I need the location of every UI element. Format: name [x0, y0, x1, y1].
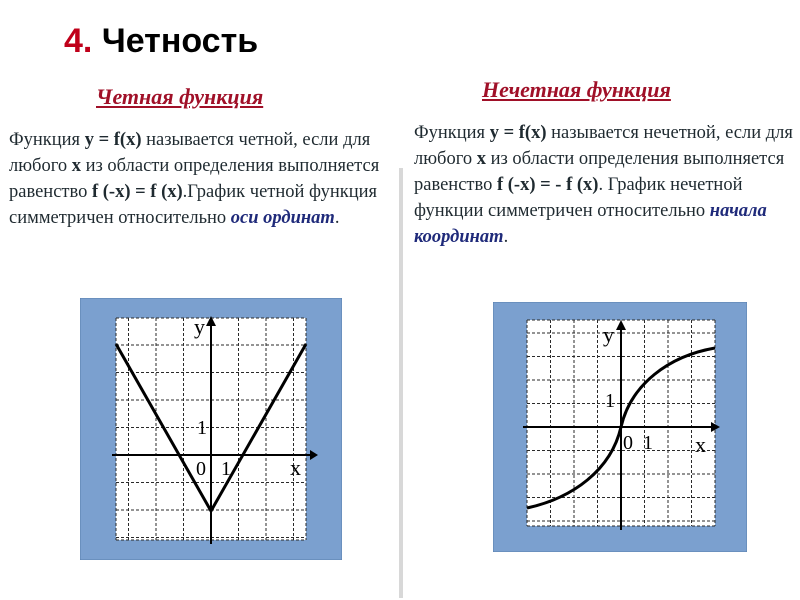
definition-text-segment: х — [476, 149, 486, 169]
definition-text-segment: . График нечетной функции симметричен относительно — [414, 175, 743, 221]
x-axis-label: x — [290, 455, 301, 480]
definition-text-segment: f (-x) = - f (x) — [496, 175, 599, 195]
definition-text-segment: оси ординат — [230, 208, 335, 228]
definition-text-segment: . — [503, 227, 509, 247]
definition-text-segment: f (-x) = f (x) — [91, 182, 183, 202]
definition-text-segment: из области определения выполняется равенство — [414, 149, 785, 195]
even-function-definition — [9, 127, 385, 231]
title-text: Четность — [101, 22, 259, 60]
title-number: 4. — [64, 22, 93, 60]
definition-text-segment: y = f(x) — [489, 123, 547, 143]
unit-y-label: 1 — [605, 390, 615, 412]
y-axis-label: y — [194, 314, 205, 339]
definition-text-segment: называется четной, если для любого — [9, 130, 371, 176]
unit-y-label: 1 — [197, 417, 207, 439]
origin-label: 0 — [623, 432, 633, 454]
even-function-heading: Четная функция — [96, 84, 264, 109]
definition-text-segment: .График четной функция симметричен относительно — [9, 182, 378, 228]
definition-text-segment: Функция — [414, 123, 490, 143]
odd-function-heading: Нечетная функция — [482, 77, 671, 102]
unit-x-label: 1 — [221, 458, 231, 480]
definition-text-segment: из области определения выполняется равенство — [9, 156, 380, 202]
definition-text-segment: х — [71, 156, 81, 176]
definition-text-segment: . — [334, 208, 340, 228]
y-axis-label: y — [603, 322, 614, 347]
odd-function-graph — [493, 302, 747, 552]
unit-x-label: 1 — [643, 432, 653, 454]
x-axis-label: x — [695, 432, 706, 457]
odd-function-definition — [414, 120, 794, 250]
definition-text-segment: Функция — [9, 130, 85, 150]
origin-label: 0 — [196, 458, 206, 480]
definition-text-segment: называется нечетной, если для любого — [414, 123, 793, 169]
even-function-graph — [80, 298, 342, 560]
slide-title — [64, 22, 258, 61]
definition-text-segment: начала координат — [414, 201, 767, 247]
definition-text-segment: y = f(x) — [84, 130, 142, 150]
column-divider — [399, 168, 403, 598]
